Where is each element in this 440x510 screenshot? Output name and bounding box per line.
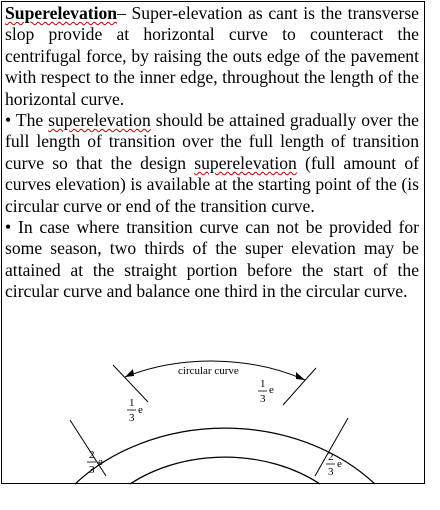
- definition-text: – Super-elevation as cant is the transverse slop provide at horizontal curve to counteract the centrifugal force, by raising the outs edge of the pavement with respect to the inner edge, throughout the length of the horizontal curve.: [5, 3, 419, 109]
- arrowhead-left: [125, 369, 134, 377]
- fraction-numerator: 2: [89, 449, 95, 461]
- fraction-symbol-e: e: [269, 384, 274, 396]
- bullet-marker: •: [5, 217, 12, 238]
- bullet-mid: should be attained gradually over the full length of transition over the full length of transition curve so that the design: [5, 110, 419, 173]
- fraction-denominator: 3: [129, 412, 135, 424]
- fraction-symbol-e: e: [337, 458, 342, 470]
- fraction-numerator: 1: [129, 397, 135, 409]
- bullet-text: In case where transition curve can not be provided for some season, two thirds of the super elevation may be attained at the straight portion before the start of the circular curve and balance one third in the circular curve.: [5, 217, 419, 302]
- fraction-denominator: 3: [89, 464, 95, 476]
- bullet-marker: •: [5, 110, 12, 131]
- inner-edge-arc: [130, 457, 320, 484]
- bullet-lead: The: [15, 110, 49, 131]
- term-superelevation: Superelevation: [5, 3, 118, 23]
- squiggle-word: superelevation: [48, 110, 151, 131]
- fraction-denominator: 3: [328, 466, 334, 478]
- fraction-numerator: 2: [328, 451, 334, 463]
- fraction-denominator: 3: [260, 393, 266, 405]
- circular-curve-label: circular curve: [178, 365, 239, 377]
- fraction-symbol-e: e: [98, 456, 103, 468]
- bullet-tail: (full amount of curves elevation) is available at the starting point of the (is circular curve or end of the transition curve.: [5, 152, 419, 216]
- fraction-numerator: 1: [260, 378, 266, 390]
- arrowhead-right: [296, 372, 305, 380]
- squiggle-word: superelevation: [194, 152, 297, 173]
- fraction-symbol-e: e: [138, 404, 143, 416]
